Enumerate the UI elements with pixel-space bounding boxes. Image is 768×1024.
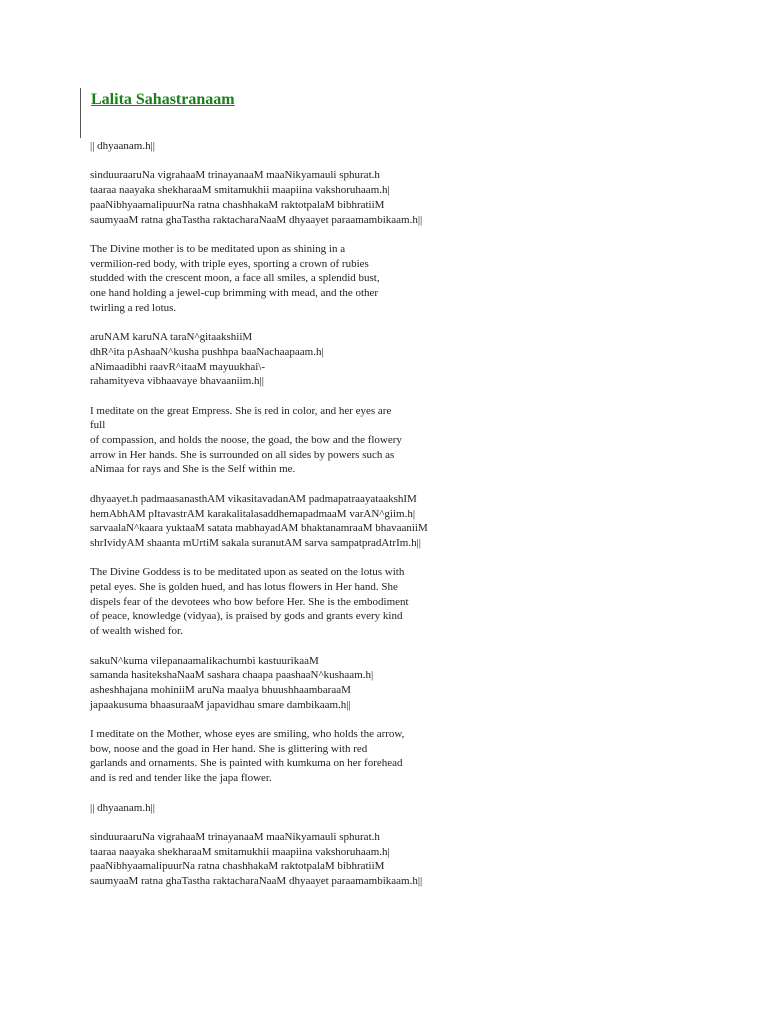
text-line: sinduuraaruNa vigrahaaM trinayanaaM maaNikyamauli sphurat.h bbox=[90, 830, 380, 843]
text-line: dhR^ita pAshaaN^kusha pushhpa baaNachaapaam.h| bbox=[90, 345, 324, 358]
text-line: dhyaayet.h padmaasanasthAM vikasitavadanAM padmapatraayataakshIM bbox=[90, 492, 417, 505]
document-body bbox=[90, 139, 730, 903]
text-line: studded with the crescent moon, a face all smiles, a splendid bust, bbox=[90, 272, 380, 285]
text-line: sinduuraaruNa vigrahaaM trinayanaaM maaNikyamauli sphurat.h bbox=[90, 169, 380, 182]
text-line: petal eyes. She is golden hued, and has lotus flowers in Her hand. She bbox=[90, 581, 398, 593]
text-line: of compassion, and holds the noose, the goad, the bow and the flowery bbox=[90, 434, 402, 446]
text-block bbox=[90, 654, 730, 713]
text-line: || dhyaanam.h|| bbox=[90, 801, 156, 814]
text-line: I meditate on the Mother, whose eyes are smiling, who holds the arrow, bbox=[90, 728, 405, 740]
text-line: aruNAM karuNA taraN^gitaakshiiM bbox=[90, 331, 253, 344]
text-block bbox=[90, 404, 730, 478]
margin-bar bbox=[80, 88, 81, 138]
text-line: I meditate on the great Empress. She is red in color, and her eyes are bbox=[90, 404, 392, 417]
text-line: samanda hasitekshaNaaM sashara chaapa paashaaN^kushaam.h| bbox=[90, 669, 374, 682]
text-line: hemAbhAM pItavastrAM karakalitalasaddhemapadmaaM varAN^giim.h| bbox=[90, 507, 416, 520]
text-line: japaakusuma bhaasuraaM japavidhau smare dambikaam.h|| bbox=[90, 698, 351, 711]
text-block bbox=[90, 139, 730, 154]
text-line: and is red and tender like the japa flower. bbox=[90, 772, 272, 785]
text-block bbox=[90, 727, 730, 786]
text-block bbox=[90, 830, 730, 889]
text-line: saumyaaM ratna ghaTastha raktacharaNaaM dhyaayet paraamambikaam.h|| bbox=[90, 213, 423, 226]
text-line: The Divine Goddess is to be meditated upon as seated on the lotus with bbox=[90, 566, 405, 579]
text-line: taaraa naayaka shekharaaM smitamukhii maapiina vakshoruhaam.h| bbox=[90, 845, 390, 858]
text-line: arrow in Her hands. She is surrounded on all sides by powers such as bbox=[90, 448, 395, 461]
text-block bbox=[90, 168, 730, 227]
text-line: taaraa naayaka shekharaaM smitamukhii maapiina vakshoruhaam.h| bbox=[90, 184, 390, 197]
text-block bbox=[90, 565, 730, 639]
text-block bbox=[90, 492, 730, 551]
text-line: bow, noose and the goad in Her hand. She is glittering with red bbox=[90, 742, 368, 755]
text-line: aNimaadibhi raavR^itaaM mayuukhai\- bbox=[90, 360, 265, 373]
text-line: full bbox=[90, 419, 106, 432]
text-block bbox=[90, 801, 730, 816]
text-line: aNimaa for rays and She is the Self within me. bbox=[90, 463, 296, 476]
text-line: saumyaaM ratna ghaTastha raktacharaNaaM dhyaayet paraamambikaam.h|| bbox=[90, 875, 423, 887]
text-line: || dhyaanam.h|| bbox=[90, 140, 156, 152]
text-line: sakuN^kuma vilepanaamalikachumbi kastuurikaaM bbox=[90, 654, 319, 667]
text-line: garlands and ornaments. She is painted with kumkuma on her forehead bbox=[90, 757, 403, 770]
text-block bbox=[90, 242, 730, 316]
text-line: of wealth wished for. bbox=[90, 625, 183, 638]
text-line: paaNibhyaamalipuurNa ratna chashhakaM raktotpalaM bibhratiiM bbox=[90, 860, 385, 873]
text-line: twirling a red lotus. bbox=[90, 301, 177, 314]
text-line: rahamityeva vibhaavaye bhavaaniim.h|| bbox=[90, 375, 264, 388]
text-line: vermilion-red body, with triple eyes, sporting a crown of rubies bbox=[90, 257, 369, 270]
text-line: asheshhajana mohiniiM aruNa maalya bhuushhaambaraaM bbox=[90, 683, 351, 696]
text-line: of peace, knowledge (vidyaa), is praised by gods and grants every kind bbox=[90, 610, 403, 623]
text-line: dispels fear of the devotees who bow before Her. She is the embodiment bbox=[90, 595, 409, 608]
text-line: shrIvidyAM shaanta mUrtiM sakala suranutAM sarva sampatpradAtrIm.h|| bbox=[90, 536, 421, 549]
text-line: paaNibhyaamalipuurNa ratna chashhakaM raktotpalaM bibhratiiM bbox=[90, 198, 385, 211]
text-line: sarvaalaN^kaara yuktaaM satata mabhayadAM bhaktanamraaM bhavaaniiM bbox=[90, 522, 428, 535]
text-block bbox=[90, 330, 730, 389]
text-line: one hand holding a jewel-cup brimming with mead, and the other bbox=[90, 287, 379, 299]
text-line: The Divine mother is to be meditated upon as shining in a bbox=[90, 242, 346, 255]
page-title-link[interactable]: Lalita Sahastranaam bbox=[91, 91, 235, 108]
